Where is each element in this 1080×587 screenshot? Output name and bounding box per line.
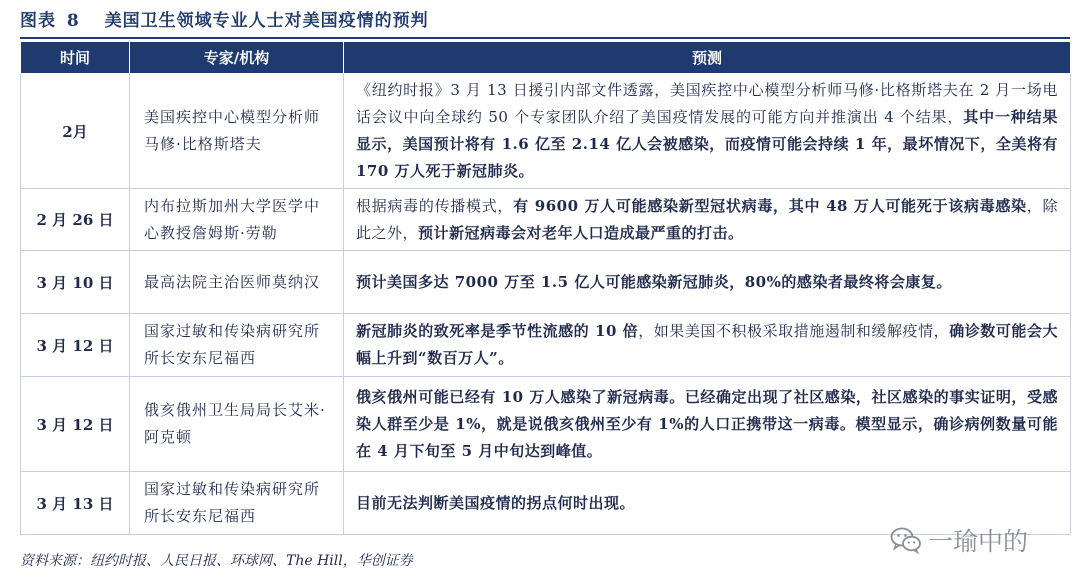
watermark-text: 一瑜中的 xyxy=(928,527,1029,556)
figure-title-text: 美国卫生领域专业人士对美国疫情的预判 xyxy=(104,11,429,31)
row-expert: 内布拉斯加州大学医学中心教授詹姆斯·劳勒 xyxy=(130,189,344,251)
row-expert: 国家过敏和传染病研究所所长安东尼福西 xyxy=(130,472,344,535)
row-date: 2月 xyxy=(21,74,130,189)
table-header-row xyxy=(21,42,1071,74)
prediction-segment: 俄亥俄州可能已经有 10 万人感染了新冠病毒。已经确定出现了社区感染，社区感染的事实证明，受感染人群至少是 1%，就是说俄亥俄州至少有 1%的人口正携带这一病毒。模型显示，确诊病例数量可能在 4 月下旬至 5 月中旬达到峰值。 xyxy=(356,387,1058,460)
figure-title xyxy=(20,6,429,36)
header-prediction: 预测 xyxy=(344,42,1071,74)
table-row xyxy=(21,251,1071,314)
prediction-segment: 预计新冠病毒会对老年人口造成最严重的打击。 xyxy=(418,223,744,242)
wechat-icon xyxy=(890,526,922,554)
prediction-segment: 有 9600 万人可能感染新型冠状病毒，其中 48 万人可能死于该病毒感染 xyxy=(513,196,1027,215)
prediction-segment: 新冠肺炎的致死率是季节性流感的 10 倍 xyxy=(356,322,639,340)
table-row xyxy=(21,377,1071,472)
row-prediction xyxy=(344,377,1071,472)
row-prediction xyxy=(344,251,1071,314)
figure-number: 8 xyxy=(66,11,80,31)
prediction-segment: 根据病毒的传播模式， xyxy=(356,196,514,215)
row-prediction xyxy=(344,314,1071,377)
forecast-table xyxy=(20,41,1071,535)
row-prediction xyxy=(344,189,1071,251)
table-row xyxy=(21,74,1071,189)
title-divider xyxy=(20,37,1070,39)
row-expert: 俄亥俄州卫生局局长艾米·阿克顿 xyxy=(130,377,344,472)
prediction-segment: 《纽约时报》3 月 13 日援引内部文件透露，美国疾控中心模型分析师马修·比格斯塔夫在 2 月一场电话会议中向全球约 50 个专家团队介绍了美国疫情发展的可能方向并推演出 4 个结果， xyxy=(356,81,1058,126)
table-row xyxy=(21,314,1071,377)
prediction-segment: 其中一种结果显示，美国预计将有 1.6 亿至 2.14 亿人会被感染，而疫情可能会持续 1 年，最坏情况下，全美将有 170 万人死于新冠肺炎。 xyxy=(356,108,1058,180)
row-expert: 美国疾控中心模型分析师马修·比格斯塔夫 xyxy=(130,74,344,189)
prediction-segment: ，除此之外， xyxy=(356,196,1058,242)
row-date: 3 月 12 日 xyxy=(21,314,130,377)
prediction-segment: 确诊数可能会大幅上升到“数百万人”。 xyxy=(356,322,1058,367)
row-date: 2 月 26 日 xyxy=(21,189,130,251)
row-date: 3 月 10 日 xyxy=(21,251,130,314)
header-time: 时间 xyxy=(21,42,130,74)
row-prediction xyxy=(344,74,1071,189)
table-row xyxy=(21,189,1071,251)
figure-label: 图表 xyxy=(20,11,56,31)
row-date: 3 月 13 日 xyxy=(21,472,130,535)
header-expert: 专家/机构 xyxy=(130,42,344,74)
prediction-segment: ，如果美国不积极采取措施遏制和缓解疫情， xyxy=(638,322,950,340)
row-expert: 最高法院主治医师莫纳汉 xyxy=(130,251,344,314)
row-date: 3 月 12 日 xyxy=(21,377,130,472)
row-expert: 国家过敏和传染病研究所所长安东尼福西 xyxy=(130,314,344,377)
prediction-segment: 预计美国多达 7000 万至 1.5 亿人可能感染新冠肺炎，80%的感染者最终将会康复。 xyxy=(356,272,952,291)
source-note: 资料来源：纽约时报、人民日报、环球网、The Hill，华创证券 xyxy=(20,553,413,569)
prediction-segment: 目前无法判断美国疫情的拐点何时出现。 xyxy=(356,493,636,512)
wechat-watermark xyxy=(890,522,1028,558)
